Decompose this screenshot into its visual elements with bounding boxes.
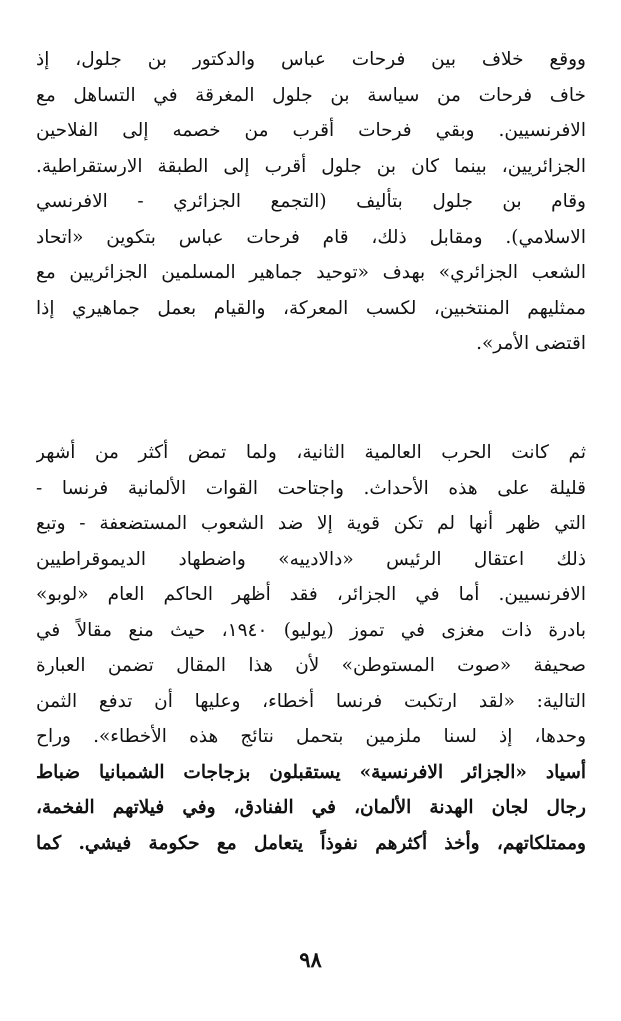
text-line: التي ظهر أنها لم تكن قوية إلا ضد الشعوب المستضعفة - وتبع <box>36 513 586 534</box>
text-line: الاسلامي). ومقابل ذلك، قام فرحات عباس بتكوين «اتحاد <box>36 226 586 248</box>
text-line: الجزائريين، بينما كان بن جلول أقرب إلى الطبقة الارستقراطية. <box>36 155 586 177</box>
text-line: ثم كانت الحرب العالمية الثانية، ولما تمض أكثر من أشهر <box>36 442 586 463</box>
text-line: صحيفة «صوت المستوطن» لأن هذا المقال تضمن العبارة <box>36 655 586 676</box>
text-line: وقام بن جلول بتأليف (التجمع الجزائري - الافرنسي <box>36 191 586 212</box>
text-line: ذلك اعتقال الرئيس «دالادييه» واضطهاد الديموقراطيين <box>36 548 586 570</box>
text-line: أسياد «الجزائر الافرنسية» يستقبلون بزجاجات الشمبانيا ضباط <box>36 761 586 783</box>
text-line: وممتلكاتهم، وأخذ أكثرهم نفوذاً يتعامل مع حكومة فيشي. كما <box>36 832 586 854</box>
page-number: ٩٨ <box>299 947 322 972</box>
text-line: الشعب الجزائري» بهدف «توحيد جماهير المسلمين الجزائريين مع <box>36 262 586 283</box>
paragraph-1 <box>36 42 586 362</box>
text-line: ممثليهم المنتخبين، لكسب المعركة، والقيام بعمل جماهيري إذا <box>36 297 586 319</box>
text-line: وحدها، إذ لسنا ملزمين بتحمل نتائج هذه الأخطاء». وراح <box>36 726 586 747</box>
text-line: الافرنسيين. أما في الجزائر، فقد أظهر الحاكم العام «لوبو» <box>36 584 586 605</box>
text-line: الافرنسيين. وبقي فرحات أقرب من خصمه إلى الفلاحين <box>36 120 586 141</box>
text-line: رجال لجان الهدنة الألمان، في الفنادق، وفي فيلاتهم الفخمة، <box>36 797 586 818</box>
text-line: التالية: «لقد ارتكبت فرنسا أخطاء، وعليها أن تدفع الثمن <box>36 690 586 712</box>
text-line: اقتضى الأمر». <box>476 333 586 354</box>
text-line: ووقع خلاف بين فرحات عباس والدكتور بن جلول، إذ <box>36 49 586 70</box>
text-line: خاف فرحات من سياسة بن جلول المغرقة في التساهل مع <box>36 84 586 106</box>
text-line: بادرة ذات مغزى في تموز (يوليو) ١٩٤٠، حيث منع مقالاً في <box>36 619 586 641</box>
text-line: قليلة على هذه الأحداث. واجتاحت القوات الألمانية فرنسا - <box>36 477 586 499</box>
paragraph-2 <box>36 435 586 861</box>
